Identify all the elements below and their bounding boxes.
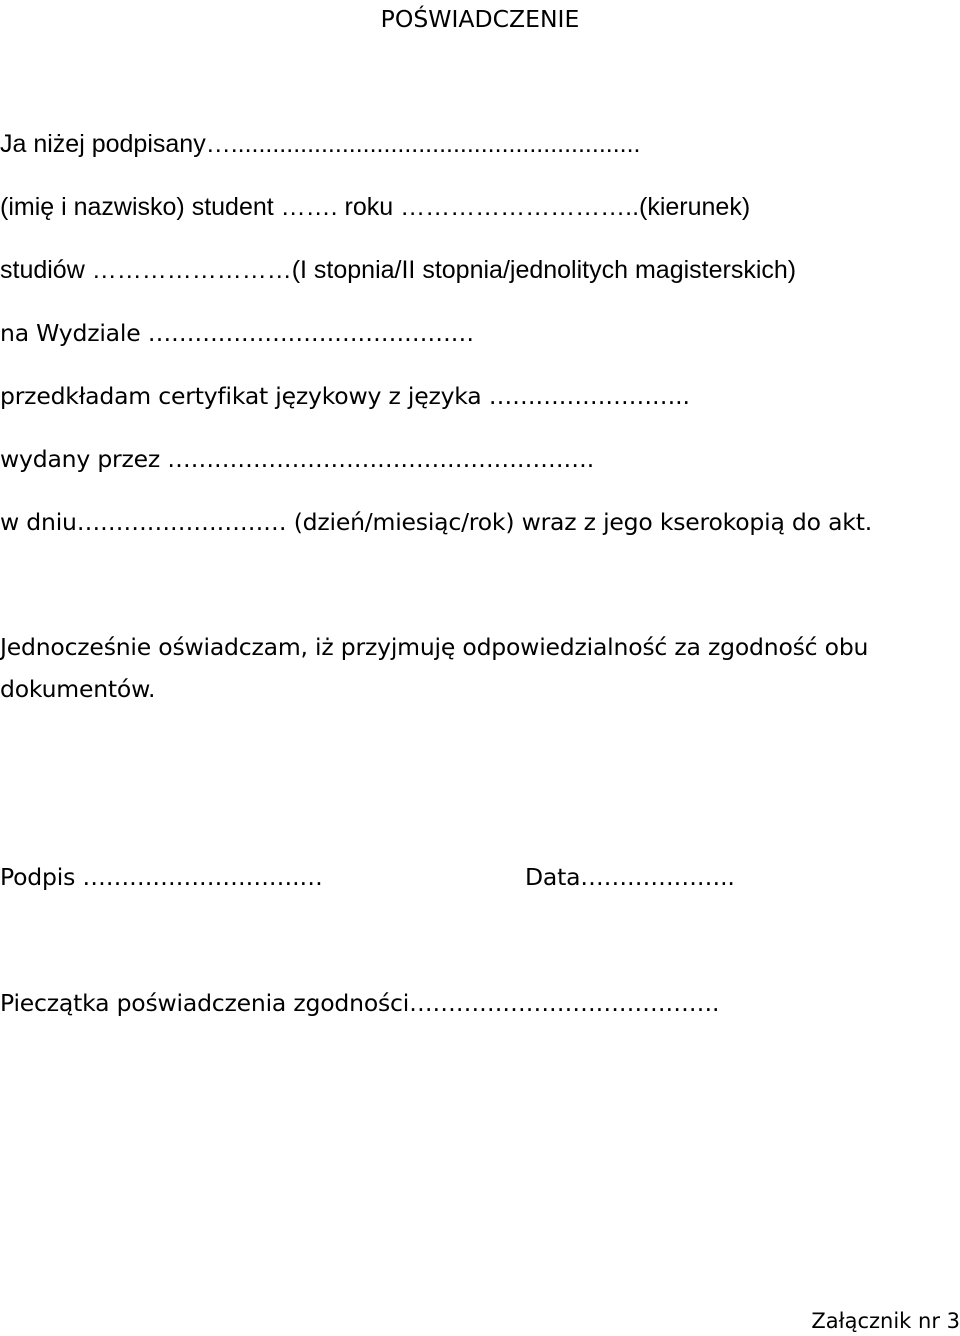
document-title: POŚWIADCZENIE [380,5,580,33]
issued-by-line: wydany przez ………………………………………………. [0,445,594,473]
signatory-line: Ja niżej podpisany…........................................................... [0,130,641,158]
declaration-line-1: Jednocześnie oświadczam, iż przyjmuję odpowiedzialność za zgodność obu [0,633,869,661]
certificate-line: przedkładam certyfikat językowy z języka …………………….. [0,382,690,410]
studies-line: studiów ……………………(I stopnia/II stopnia/jednolitych magisterskich) [0,256,797,284]
date-field: Data……………….. [525,863,735,891]
name-student-line: (imię i nazwisko) student ……. roku ………………………..(kierunek) [0,193,751,221]
faculty-line: na Wydziale …………………………………… [0,319,474,347]
signature-field: Podpis ……………………….… [0,863,323,891]
attachment-label: Załącznik nr 3 [811,1309,960,1333]
stamp-line: Pieczątka poświadczenia zgodności…………………………………. [0,989,720,1017]
declaration-line-2: dokumentów. [0,675,156,703]
date-copy-line: w dniu……………………… (dzień/miesiąc/rok) wraz z jego kserokopią do akt. [0,508,872,536]
